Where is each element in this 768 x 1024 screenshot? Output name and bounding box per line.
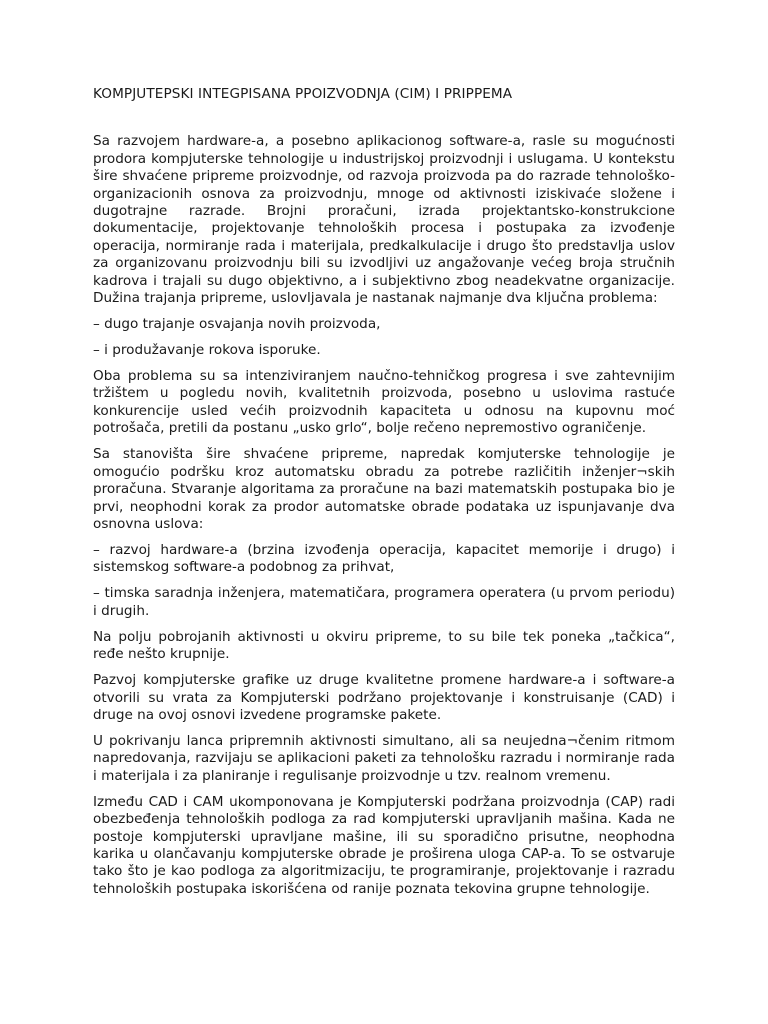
paragraph-chain: U pokrivanju lanca pripremnih aktivnosti simultano, ali sa neujedna¬čenim ritmom napredovanja, razvijaju se aplikacioni paketi za tehnološku razradu i normiranje rada i materijala i za planiranje i regulisanje proizvodnje u tzv. realnom vremenu. (93, 732, 675, 784)
list-item-problem-1: – dugo trajanje osvajanja novih proizvoda, (93, 316, 381, 333)
list-item-condition-2: – timska saradnja inženjera, matematičara, programera operatera (u prvom periodu) i drugih. (93, 585, 675, 619)
document-body (93, 86, 675, 907)
list-item-problem-2: – i produžavanje rokova isporuke. (93, 342, 321, 359)
paragraph-intro: Sa razvojem hardware-a, a posebno aplikacionog software-a, rasle su mogućnosti prodora kompjuterske tehnologije u industrijskoj proizvodnji i uslugama. U kontekstu šire shvaćene pripreme proizvodnje, od razvoja proizvoda pa do razrade tehnološko-organizacionih osnova za proizvodnju, mnoge od aktivnosti iziskivaće složene i dugotrajne razrade. Brojni proračuni, izrada projektantsko-konstrukcione dokumentacije, projektovanje tehnoloških procesa i postupaka za izvođenje operacija, normiranje rada i materijala, predkalkulacije i drugo što predstavlja uslov za organizovanu proizvodnju bili su izvodljivi uz angažovanje većeg broja stručnih kadrova i trajali su dugo objektivno, a i subjektivno zbog neadekvatne organizacije. Dužina trajanja pripreme, uslovljavala je nastanak najmanje dva ključna problema: (93, 133, 675, 307)
document-title: KOMPJUTEPSKI INTEGPISANA PPOIZVODNJA (CIM) I PRIPPEMA (93, 86, 513, 102)
list-item-condition-1: – razvoj hardware-a (brzina izvođenja operacija, kapacitet memorije i drugo) i sistemskog software-a podobnog za prihvat, (93, 541, 675, 576)
paragraph-activities: Na polju pobrojanih aktivnosti u okviru pripreme, to su bile tek poneka „tačkica“, ređe nešto krupnije. (93, 628, 675, 663)
paragraph-technology: Sa stanovišta šire shvaćene pripreme, napredak komjuterske tehnologije je omogućio podršku kroz automatsku obradu za potrebe različitih inženjer¬skih proračuna. Stvaranje algoritama za proračune na bazi matematskih postupaka bio je prvi, neophodni korak za prodor automatske obrade podataka uz ispunjavanje dva osnovna uslova: (93, 446, 675, 532)
paragraph-cap: Između CAD i CAM ukomponovana je Kompjuterski podržana proizvodnja (CAP) radi obezbeđenja tehnoloških podloga za rad kompjuterski upravljanih mašina. Kada ne postoje kompjuterski upravljane mašine, ili su sporadično prisutne, neophodna karika u olančavanju kompjuterske obrade je proširena uloga CAP-a. To se ostvaruje tako što je kao podloga za algoritmizaciju, te programiranje, projektovanje i razradu tehnoloških postupaka iskorišćena od ranije poznata tekovina grupne tehnologije. (93, 793, 675, 897)
paragraph-cad: Pazvoj kompjuterske grafike uz druge kvalitetne promene hardware-a i software-a otvorili su vrata za Kompjuterski podržano projektovanje i konstruisanje (CAD) i druge na ovoj osnovi izvedene programske pakete. (93, 672, 675, 723)
paragraph-problems: Oba problema su sa intenziviranjem naučno-tehničkog progresa i sve zahtevnijim tržištem u pogledu novih, kvalitetnih proizvoda, posebno u uslovima rastuće konkurencije usled većih proizvodnih kapaciteta u odnosu na kupovnu moć potrošača, pretili da postanu „usko grlo“, bolje rečeno nepremostivo ograničenje. (93, 368, 675, 437)
